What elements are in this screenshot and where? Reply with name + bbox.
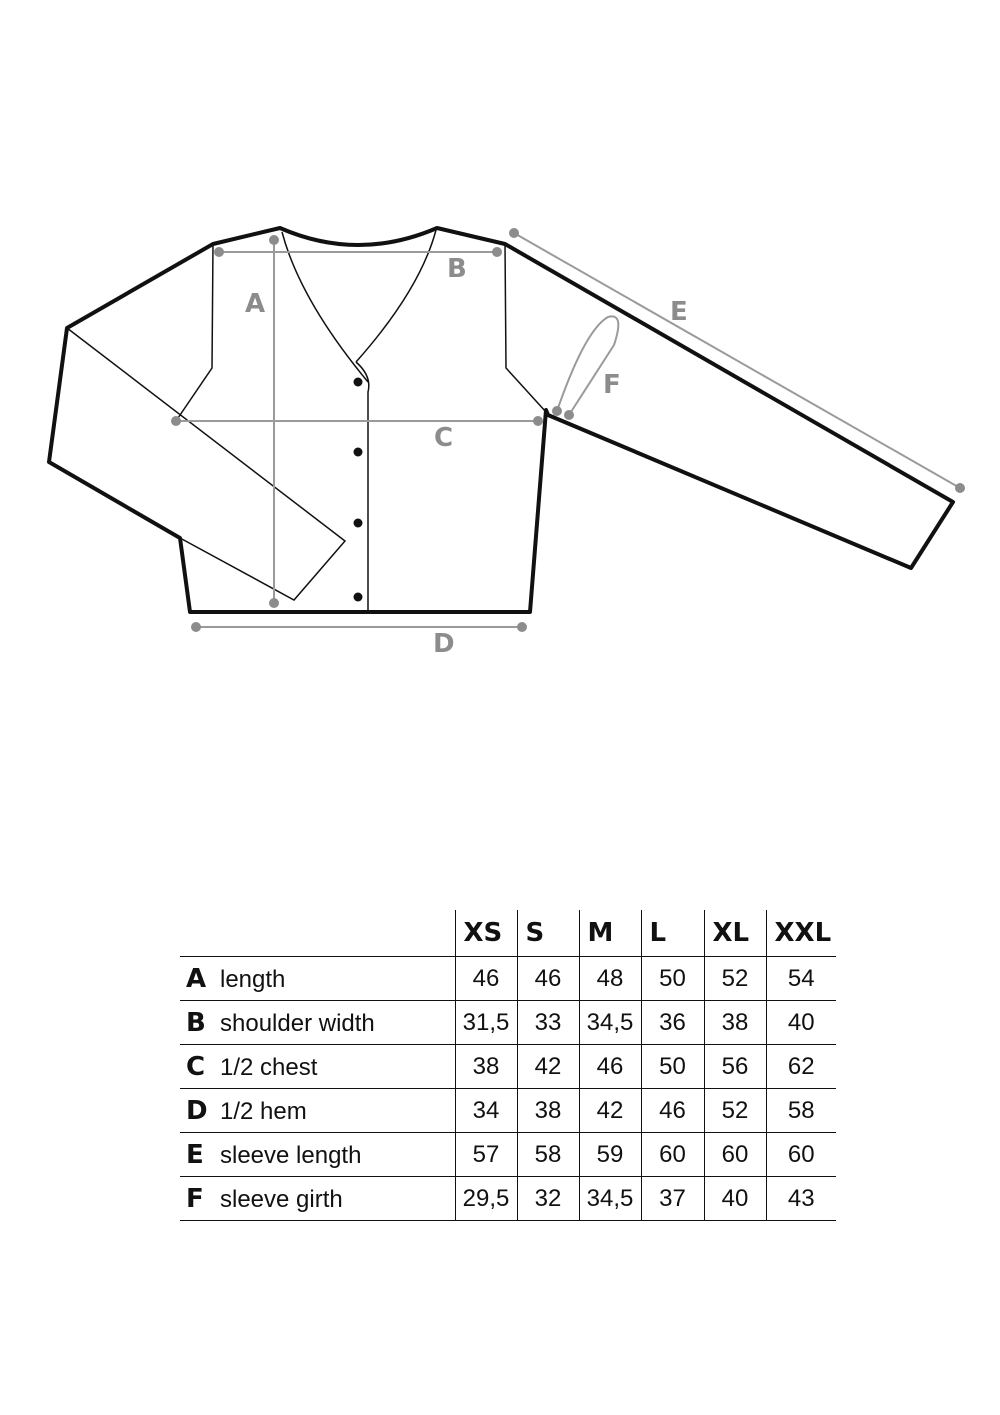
measure-point [517, 622, 527, 632]
row-label-cell [180, 1001, 455, 1045]
v-neck-line-right [356, 230, 436, 362]
size-header: XS [455, 910, 517, 957]
value-cell: 58 [517, 1133, 579, 1177]
value-cell: 46 [517, 957, 579, 1001]
row-label: 1/2 hem [220, 1097, 307, 1125]
value-cell: 29,5 [455, 1177, 517, 1221]
row-label: 1/2 chest [220, 1053, 318, 1081]
button [354, 519, 363, 528]
value-cell: 40 [704, 1177, 766, 1221]
measure-point [533, 416, 543, 426]
size-header: M [579, 910, 641, 957]
row-key: B [186, 1007, 206, 1038]
measure-point [509, 228, 519, 238]
button [354, 378, 363, 387]
value-cell: 62 [766, 1045, 836, 1089]
value-cell: 37 [641, 1177, 704, 1221]
size-header: S [517, 910, 579, 957]
value-cell: 60 [766, 1133, 836, 1177]
measure-label-f: F [603, 370, 621, 400]
table-row [180, 1001, 836, 1045]
row-label: sleeve length [220, 1141, 362, 1169]
measure-point [269, 235, 279, 245]
measure-point [955, 483, 965, 493]
size-header: L [641, 910, 704, 957]
value-cell: 56 [704, 1045, 766, 1089]
value-cell: 60 [641, 1133, 704, 1177]
value-cell: 42 [579, 1089, 641, 1133]
size-header: XL [704, 910, 766, 957]
measure-point [191, 622, 201, 632]
value-cell: 34 [455, 1089, 517, 1133]
row-key: F [186, 1183, 204, 1214]
size-header: XXL [766, 910, 836, 957]
table-row [180, 1177, 836, 1221]
row-key: D [186, 1095, 208, 1126]
value-cell: 38 [455, 1045, 517, 1089]
value-cell: 38 [517, 1089, 579, 1133]
row-label-cell [180, 957, 455, 1001]
measure-point [492, 247, 502, 257]
row-label: sleeve girth [220, 1185, 343, 1213]
size-header-row [180, 910, 836, 957]
table-row [180, 957, 836, 1001]
value-cell: 46 [641, 1089, 704, 1133]
button [354, 593, 363, 602]
placket-line [356, 362, 369, 612]
row-label-cell [180, 1177, 455, 1221]
value-cell: 32 [517, 1177, 579, 1221]
measure-point [214, 247, 224, 257]
value-cell: 31,5 [455, 1001, 517, 1045]
row-label: length [220, 965, 286, 993]
value-cell: 36 [641, 1001, 704, 1045]
value-cell: 40 [766, 1001, 836, 1045]
right-armhole-seam [505, 244, 546, 412]
row-label-cell [180, 1133, 455, 1177]
button [354, 448, 363, 457]
measure-label-d: D [433, 629, 455, 659]
value-cell: 33 [517, 1001, 579, 1045]
value-cell: 46 [455, 957, 517, 1001]
value-cell: 52 [704, 1089, 766, 1133]
measure-label-e: E [670, 297, 688, 327]
value-cell: 48 [579, 957, 641, 1001]
value-cell: 42 [517, 1045, 579, 1089]
measure-point [552, 406, 562, 416]
row-key: C [186, 1051, 206, 1082]
value-cell: 34,5 [579, 1001, 641, 1045]
left-armhole-seam [178, 244, 213, 418]
value-cell: 50 [641, 957, 704, 1001]
measure-point [269, 598, 279, 608]
table-row [180, 1045, 836, 1089]
measure-label-b: B [447, 254, 467, 284]
measure-loop-f [557, 316, 618, 415]
value-cell: 43 [766, 1177, 836, 1221]
size-chart-table [180, 910, 836, 1221]
value-cell: 38 [704, 1001, 766, 1045]
v-neck-line [282, 232, 368, 382]
row-key: E [186, 1139, 204, 1170]
table-row [180, 1089, 836, 1133]
measure-label-c: C [434, 423, 454, 453]
row-label-cell [180, 1089, 455, 1133]
value-cell: 58 [766, 1089, 836, 1133]
row-key: A [186, 963, 207, 994]
value-cell: 59 [579, 1133, 641, 1177]
table-row [180, 1133, 836, 1177]
value-cell: 57 [455, 1133, 517, 1177]
row-label-cell [180, 1045, 455, 1089]
header-blank-cell [180, 910, 455, 957]
value-cell: 52 [704, 957, 766, 1001]
value-cell: 54 [766, 957, 836, 1001]
value-cell: 50 [641, 1045, 704, 1089]
measure-line-e [514, 233, 960, 488]
left-sleeve-seam [67, 328, 345, 600]
value-cell: 34,5 [579, 1177, 641, 1221]
measure-point [171, 416, 181, 426]
measure-point [564, 410, 574, 420]
cardigan-diagram [0, 0, 1000, 700]
row-label: shoulder width [220, 1009, 375, 1037]
measure-label-a: A [245, 289, 266, 319]
value-cell: 60 [704, 1133, 766, 1177]
value-cell: 46 [579, 1045, 641, 1089]
